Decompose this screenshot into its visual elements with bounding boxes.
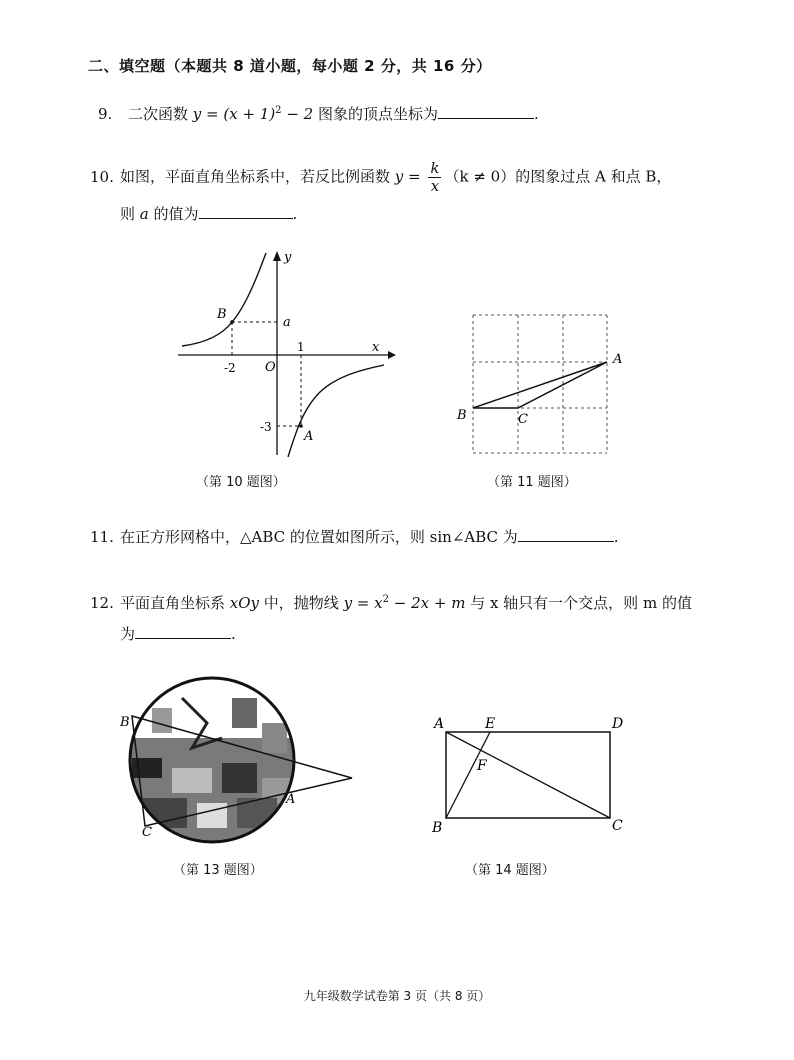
question-12 <box>90 589 692 614</box>
answer-blank[interactable] <box>518 527 614 542</box>
period: . <box>292 205 298 223</box>
point-c-label: C <box>142 825 152 840</box>
point-b <box>230 320 234 324</box>
hyperbola-branch-lower-right <box>288 365 384 457</box>
question-text: 则 <box>120 205 140 223</box>
question-text: 平面直角坐标系 <box>120 594 230 612</box>
x-axis-arrow <box>388 351 396 359</box>
question-text: 在正方形网格中，△ABC 的位置如图所示，则 sin∠ABC 为 <box>120 528 518 546</box>
page-footer: 九年级数学试卷第 3 页（共 8 页） <box>303 989 491 1003</box>
question-text: 如图，平面直角坐标系中，若反比例函数 <box>120 167 395 186</box>
figure-13 <box>112 668 362 848</box>
point-b-label: B <box>432 820 443 836</box>
tick-label-1: 1 <box>297 340 305 354</box>
question-text: 为 <box>120 625 136 643</box>
question-number: 12. <box>90 594 114 612</box>
hyperbola-branch-upper-left <box>182 253 266 346</box>
point-f-label: F <box>477 758 487 774</box>
condition: （k ≠ 0） <box>444 167 516 186</box>
exponent: 2 <box>382 594 389 605</box>
y-axis-arrow <box>273 251 281 261</box>
question-number: 10. <box>90 167 114 186</box>
question-10 <box>90 160 671 195</box>
question-text: 与 x 轴只有一个交点，则 m 的值 <box>465 594 692 612</box>
period: . <box>613 528 619 546</box>
point-b-label: B <box>120 715 130 730</box>
question-text: 中，抛物线 <box>259 594 344 612</box>
figure-11-caption: （第 11 题图） <box>487 475 577 490</box>
figure-10 <box>170 245 400 460</box>
question-number: 9. <box>98 105 113 123</box>
formula: − 2x + m <box>388 594 466 612</box>
question-text: 的图象过点 A 和点 B， <box>515 167 672 186</box>
point-a-label: A <box>434 716 445 732</box>
answer-blank[interactable] <box>438 104 534 119</box>
exponent: 2 <box>275 105 282 116</box>
fraction-numerator: k <box>430 159 440 177</box>
triangle-abc <box>473 362 607 408</box>
figure-10-caption: （第 10 题图） <box>196 475 286 490</box>
a-value-label: a <box>283 315 291 330</box>
origin-label: O <box>265 360 276 375</box>
formula: y = <box>394 167 426 186</box>
variable: xOy <box>229 594 260 612</box>
fraction <box>428 160 441 195</box>
point-c-label: C <box>612 818 623 834</box>
fraction-denominator: x <box>430 177 440 195</box>
section-title: 二、填空题（本题共 8 道小题，每小题 2 分，共 16 分） <box>88 57 492 75</box>
segment-be <box>446 732 490 818</box>
y-axis-label: y <box>284 250 292 265</box>
formula: − 2 <box>281 105 314 123</box>
point-d-label: D <box>612 716 624 732</box>
point-a-label: A <box>286 792 296 807</box>
question-number: 11. <box>90 528 114 546</box>
question-10-line2 <box>120 203 297 225</box>
formula: y = x <box>343 594 383 612</box>
tick-label-neg2: -2 <box>224 361 236 375</box>
figure-14-caption: （第 14 题图） <box>465 863 555 878</box>
period: . <box>231 625 236 643</box>
question-11 <box>90 526 619 548</box>
question-9 <box>98 100 539 125</box>
question-12-line2 <box>120 623 236 645</box>
figure-13-caption: （第 13 题图） <box>173 863 263 878</box>
figure-11 <box>455 305 635 455</box>
point-a <box>299 424 303 428</box>
variable: a <box>139 205 149 223</box>
point-e-label: E <box>485 716 496 732</box>
question-text: 二次函数 <box>128 105 193 123</box>
point-b-label: B <box>217 307 227 322</box>
answer-blank[interactable] <box>199 204 293 219</box>
point-a-label: A <box>613 352 623 367</box>
x-axis-label: x <box>372 340 380 355</box>
question-text: 图象的顶点坐标为 <box>313 105 438 123</box>
question-text: 的值为 <box>148 205 199 223</box>
point-c-label: C <box>518 412 528 427</box>
diagonal-ac <box>446 732 610 818</box>
figure-14 <box>425 708 635 838</box>
period: . <box>533 105 539 123</box>
point-a-label: A <box>304 429 314 444</box>
answer-blank[interactable] <box>135 624 231 639</box>
formula: y = (x + 1) <box>192 105 276 123</box>
point-b-label: B <box>457 408 467 423</box>
tick-label-neg3: -3 <box>260 420 272 434</box>
square-grid <box>473 315 607 453</box>
